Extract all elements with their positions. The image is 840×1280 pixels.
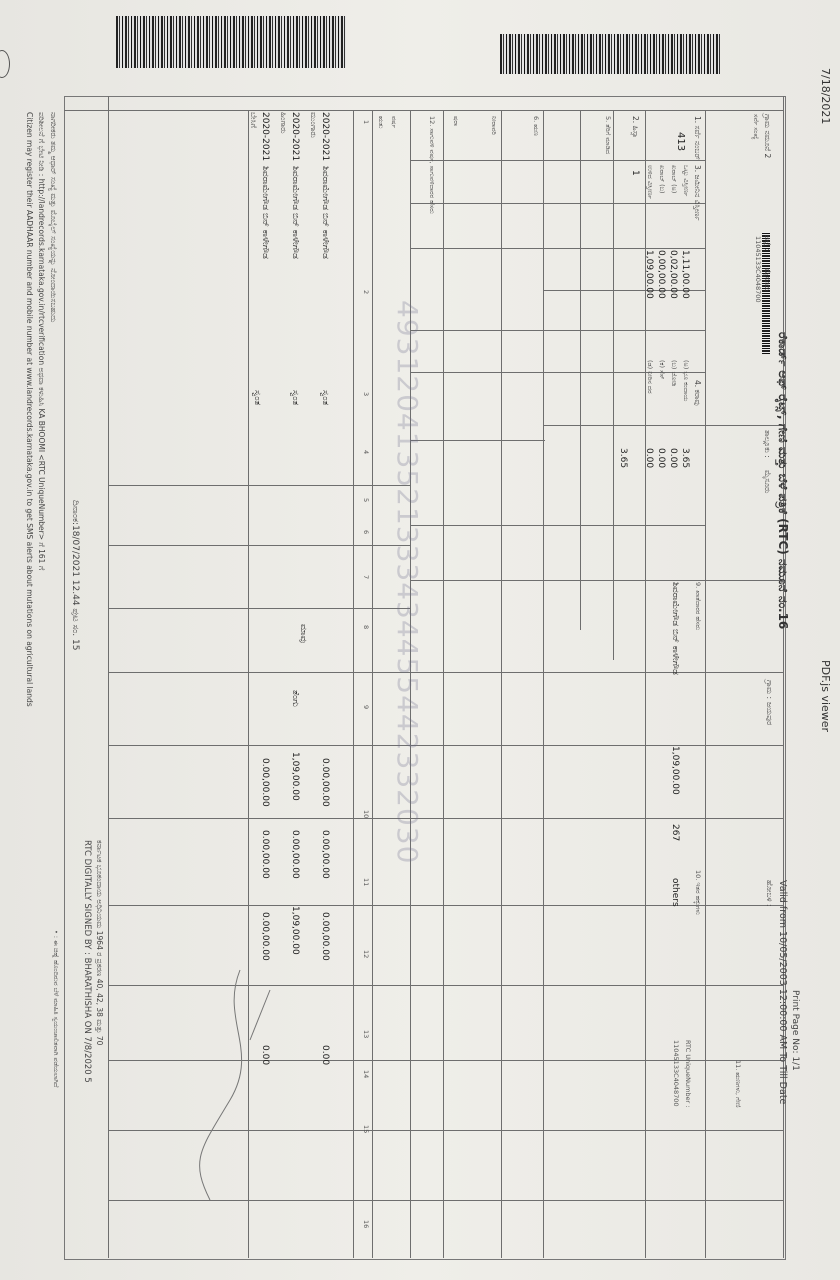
crop-row-2-crop: ಸ್ವಂತ	[290, 390, 300, 406]
barcode-number: 11045133C4048700	[754, 236, 762, 303]
col-number-9: 9	[362, 705, 370, 710]
kharab-b-label: ಖರಾಬ್ (ಬ)	[658, 165, 666, 194]
col-number-11: 11	[362, 878, 370, 887]
crop-row-3-year: 2020-2021	[260, 112, 270, 162]
crop-header-season: ಋತು	[377, 116, 385, 129]
viewer-title: PDF.js viewer	[819, 660, 832, 733]
col-number-8: 8	[362, 625, 370, 630]
district-label: ಜಿಲ್ಲೆ :	[763, 235, 772, 252]
assessment-value-1: 0.00	[668, 448, 678, 469]
rtc-title: ರೆಕಾರ್ಡ್ ಆಫ್ ರೈಟ್ಸ್, ಗೇಣಿ ಮತ್ತು ಬೆಳೆ ಪತ್ರಿಕೆ (RTC) ನಮೂನೆ ನಂ.16	[776, 332, 790, 630]
remaining-area: 1,09,00.00	[644, 250, 654, 299]
assessment-label-0: (ಅ) ಭೂ ಕಂದಾಯ	[682, 360, 690, 402]
other-rights: others	[670, 878, 680, 907]
cultivation-header: 12. ಸಾಗುವಳಿ ವರ್ಷ, ಸಾಗುವಳಿದಾರರ ಹೆಸರು	[428, 116, 436, 214]
total-area: 1,11,00.00	[680, 250, 690, 299]
assessment-value-0: 3.65	[680, 448, 690, 469]
crop-row-1-crop: ಸ್ವಂತ	[320, 390, 330, 406]
crop-row-2-season: ಹಿಂಗಾರು	[279, 112, 288, 134]
taluk-value: ಮೈಸೂರು	[763, 470, 772, 494]
assessment-total: 3.65	[618, 448, 628, 469]
col-number-16: 16	[362, 1220, 370, 1229]
crop-row-1-year: 2020-2021	[320, 112, 330, 162]
footer-verify: ಪರಿಶೀಲನೆ ಗೆ ಭೇಟಿ ನೀಡಿ : http://landrecords.karnataka.gov.in/rtcverification ಅಥವಾ ಕಳುಹಿಸಿ KA BHOOMI <RTC UniqueNumber> ಗೆ 161 ಗೆ	[37, 112, 46, 571]
valid-from: Valid from 10/05/2003 12:00:00 AM To Till Date	[777, 880, 788, 1105]
hissa-label: 2. ಹಿಸ್ಸಾ	[631, 116, 640, 139]
other-rights-header: 10. ಇತರ ಹಕ್ಕುಗಳು	[694, 870, 702, 915]
footer-signed: RTC DIGITALLY SIGNED BY : BHARATHISHA ON 7/8/2020 5	[82, 840, 92, 1083]
assessment-label-1: (ಬ) ಜೋಡಿ	[670, 360, 678, 387]
col-number-10: 10	[362, 810, 370, 819]
village-value: ಜಯಪುರ	[765, 702, 774, 726]
col-number-4: 4	[362, 450, 370, 455]
district-value: ಮೈಸೂರು	[763, 268, 772, 292]
browser-date: 7/18/2021	[819, 68, 832, 125]
footer-note-kn: ನಾಗರೀಕರು ತಮ್ಮ ಆಧಾರ್ ಸಂಖ್ಯೆ ಮತ್ತು ಮೊಬೈಲ್ ಸಂಖ್ಯೆಯನ್ನು ನೋಂದಾಯಿಸಬಹುದು	[49, 112, 58, 323]
col-number-6: 6	[362, 530, 370, 535]
col-number-3: 3	[362, 392, 370, 397]
remaining-area-label: ಉಳಿದ ವಿಸ್ತೀರ್ಣ	[646, 165, 654, 199]
col-number-5: 5	[362, 498, 370, 503]
assessment-header: 4. ಕರಾವು	[693, 380, 702, 406]
kharab-a: 0,02,00.00	[668, 250, 678, 299]
survey-number: 413	[675, 132, 686, 152]
crop-row-2-year: 2020-2021	[290, 112, 300, 162]
owner-extent: 1,09,00.00	[670, 746, 680, 795]
crop-row-2-c8: ಮಾವು	[298, 624, 308, 644]
crop-header-year: ವರ್ಷ	[390, 116, 398, 128]
barcode-top-right	[500, 34, 720, 74]
total-area-label: ಒಟ್ಟು ವಿಸ್ತೀರ್ಣ	[682, 165, 690, 197]
owner-khata: 267	[670, 824, 680, 842]
pencil-scribble	[150, 960, 300, 1210]
owner-header: 9. ಖಾತೆದಾರರ ಹೆಸರು	[694, 582, 702, 631]
footer-date: ದಿನಾಂಕ:18/07/2021 12.44 ಪುಟ ಸಂ. 15	[70, 500, 80, 651]
crop-row-3-crop: ಸ್ವಂತ	[252, 390, 262, 406]
crop-row-3-season: ಬೇಸಿಗೆ	[249, 112, 258, 128]
barcode-top-left	[116, 16, 346, 68]
crop-row-3-c14: 0.00	[260, 1045, 270, 1066]
col-number-12: 12	[362, 950, 370, 959]
code-label: ಸರ್ವೆ ಸಂಖ್ಯೆ	[752, 114, 760, 140]
footer-note2: • : ಈ ಚಿಹ್ನೆ ಹೊಂದಿರುವ ಬೆಳೆ ಮಾಹಿತಿ ಸ್ವಯಂಚಾಲಿತವಾಗಿ ಪಡೆಯಲಾಗಿದೆ	[52, 930, 60, 1088]
col-number-2: 2	[362, 290, 370, 295]
survey-number-label: 1. ಸರ್ವೆ ನಂಬರ್	[693, 116, 702, 160]
col11-header: 11. ಋಣಗಳು, ಗೇಣಿ	[734, 1060, 742, 1108]
crop-row-1-c12: 0.00,00.00	[320, 912, 330, 961]
print-page-no: Print Page No: 1/1	[790, 990, 800, 1071]
taluk-label: ತಾಲ್ಲೂಕು :	[763, 430, 772, 458]
crop-row-3-name: ಶಿವರಾಮೇಗೌಡ ಬಿನ್ ಕಾಳೇಗೌಡ	[260, 166, 270, 259]
col5-label: 5. ತೆರಿಗೆ ಮಾಡಿದ	[604, 116, 612, 155]
col-number-13: 13	[362, 1030, 370, 1039]
crop-row-2-name: ಶಿವರಾಮೇಗೌಡ ಬಿನ್ ಕಾಳೇಗೌಡ	[290, 166, 300, 259]
crop-row-2-c11: 0.00,00.00	[290, 830, 300, 879]
crop-row-2-c9: ತೆಂಗು	[290, 690, 300, 707]
irrigation-label: ನೀರಾವರಿ	[490, 116, 498, 135]
crop-row-3-c10: 0.00,00.00	[260, 758, 270, 807]
hissa-value: 1	[630, 170, 640, 176]
col-number-15: 15	[362, 1125, 370, 1134]
kharab-a-label: ಖರಾಬ್ (ಅ)	[670, 165, 678, 194]
crop-row-1-name: ಶಿವರಾಮೇಗೌಡ ಬಿನ್ ಕಾಳೇಗೌಡ	[320, 166, 330, 259]
crop-row-1-c10: 0.00,00.00	[320, 758, 330, 807]
crop-row-2-c10: 1,09,00.00	[290, 752, 300, 801]
assessment-value-3: 0.00	[644, 448, 654, 469]
assessment-label-2: (ಕ) ಸೆಸ್	[658, 360, 666, 380]
unique-label: RTC UniqueNumber :	[684, 1040, 692, 1108]
crop-row-2-c12: 1,09,00.00	[290, 906, 300, 955]
footer-citizen: Citizen may register their AADHAAR number and mobile number at www.landrecords.karnataka.gov.in to get SMS alerts about mutations on agricultural lands	[25, 112, 34, 707]
assessment-value-2: 0.00	[656, 448, 666, 469]
hobli-label: ಹೋಬಳಿ :	[765, 880, 774, 907]
col-number-7: 7	[362, 575, 370, 580]
watermark-number: 493120413521333434455442332030	[391, 300, 424, 865]
owner-name: ಶಿವರಾಮೇಗೌಡ ಬಿನ್ ಕಾಳೇಗೌಡ	[670, 582, 680, 675]
crop-row-3-c12: 0.00,00.00	[260, 912, 270, 961]
crop-row-1-c11: 0.00,00.00	[320, 830, 330, 879]
crop-row-1-c14: 0.00	[320, 1045, 330, 1066]
col6-label: 6. ಋಣ	[532, 116, 540, 136]
crop-row-1-season: ಮುಂಗಾರು	[309, 112, 318, 138]
area-header: 3. ಜಮೀನಿನ ವಿಸ್ತೀರ್ಣ	[693, 165, 702, 221]
village-label: ಗ್ರಾಮ :	[765, 680, 774, 700]
assessment-label-3: (ಡ) ನೀರಿನ ದರ	[646, 360, 654, 394]
survey-form-label: ಗ್ರಾಮ ನಮೂನೆ 2	[763, 114, 772, 159]
col-number-14: 14	[362, 1070, 370, 1079]
crop-row-3-c11: 0.00,00.00	[260, 830, 270, 879]
remarks-label: ಷರಾ	[452, 116, 460, 127]
kharab-b: 0,00,00.00	[656, 250, 666, 299]
col-number-1: 1	[362, 120, 370, 125]
punch-hole-mark	[0, 50, 10, 78]
footer-act: ಕರ್ನಾಟಕ ಭೂಕಂದಾಯ ಅಧಿನಿಯಮ 1964 ರ ಪ್ರಕರಣ 40, 42, 38 ಮತ್ತು 70	[95, 840, 104, 1046]
unique-number: 11045133C4048700	[672, 1040, 680, 1107]
